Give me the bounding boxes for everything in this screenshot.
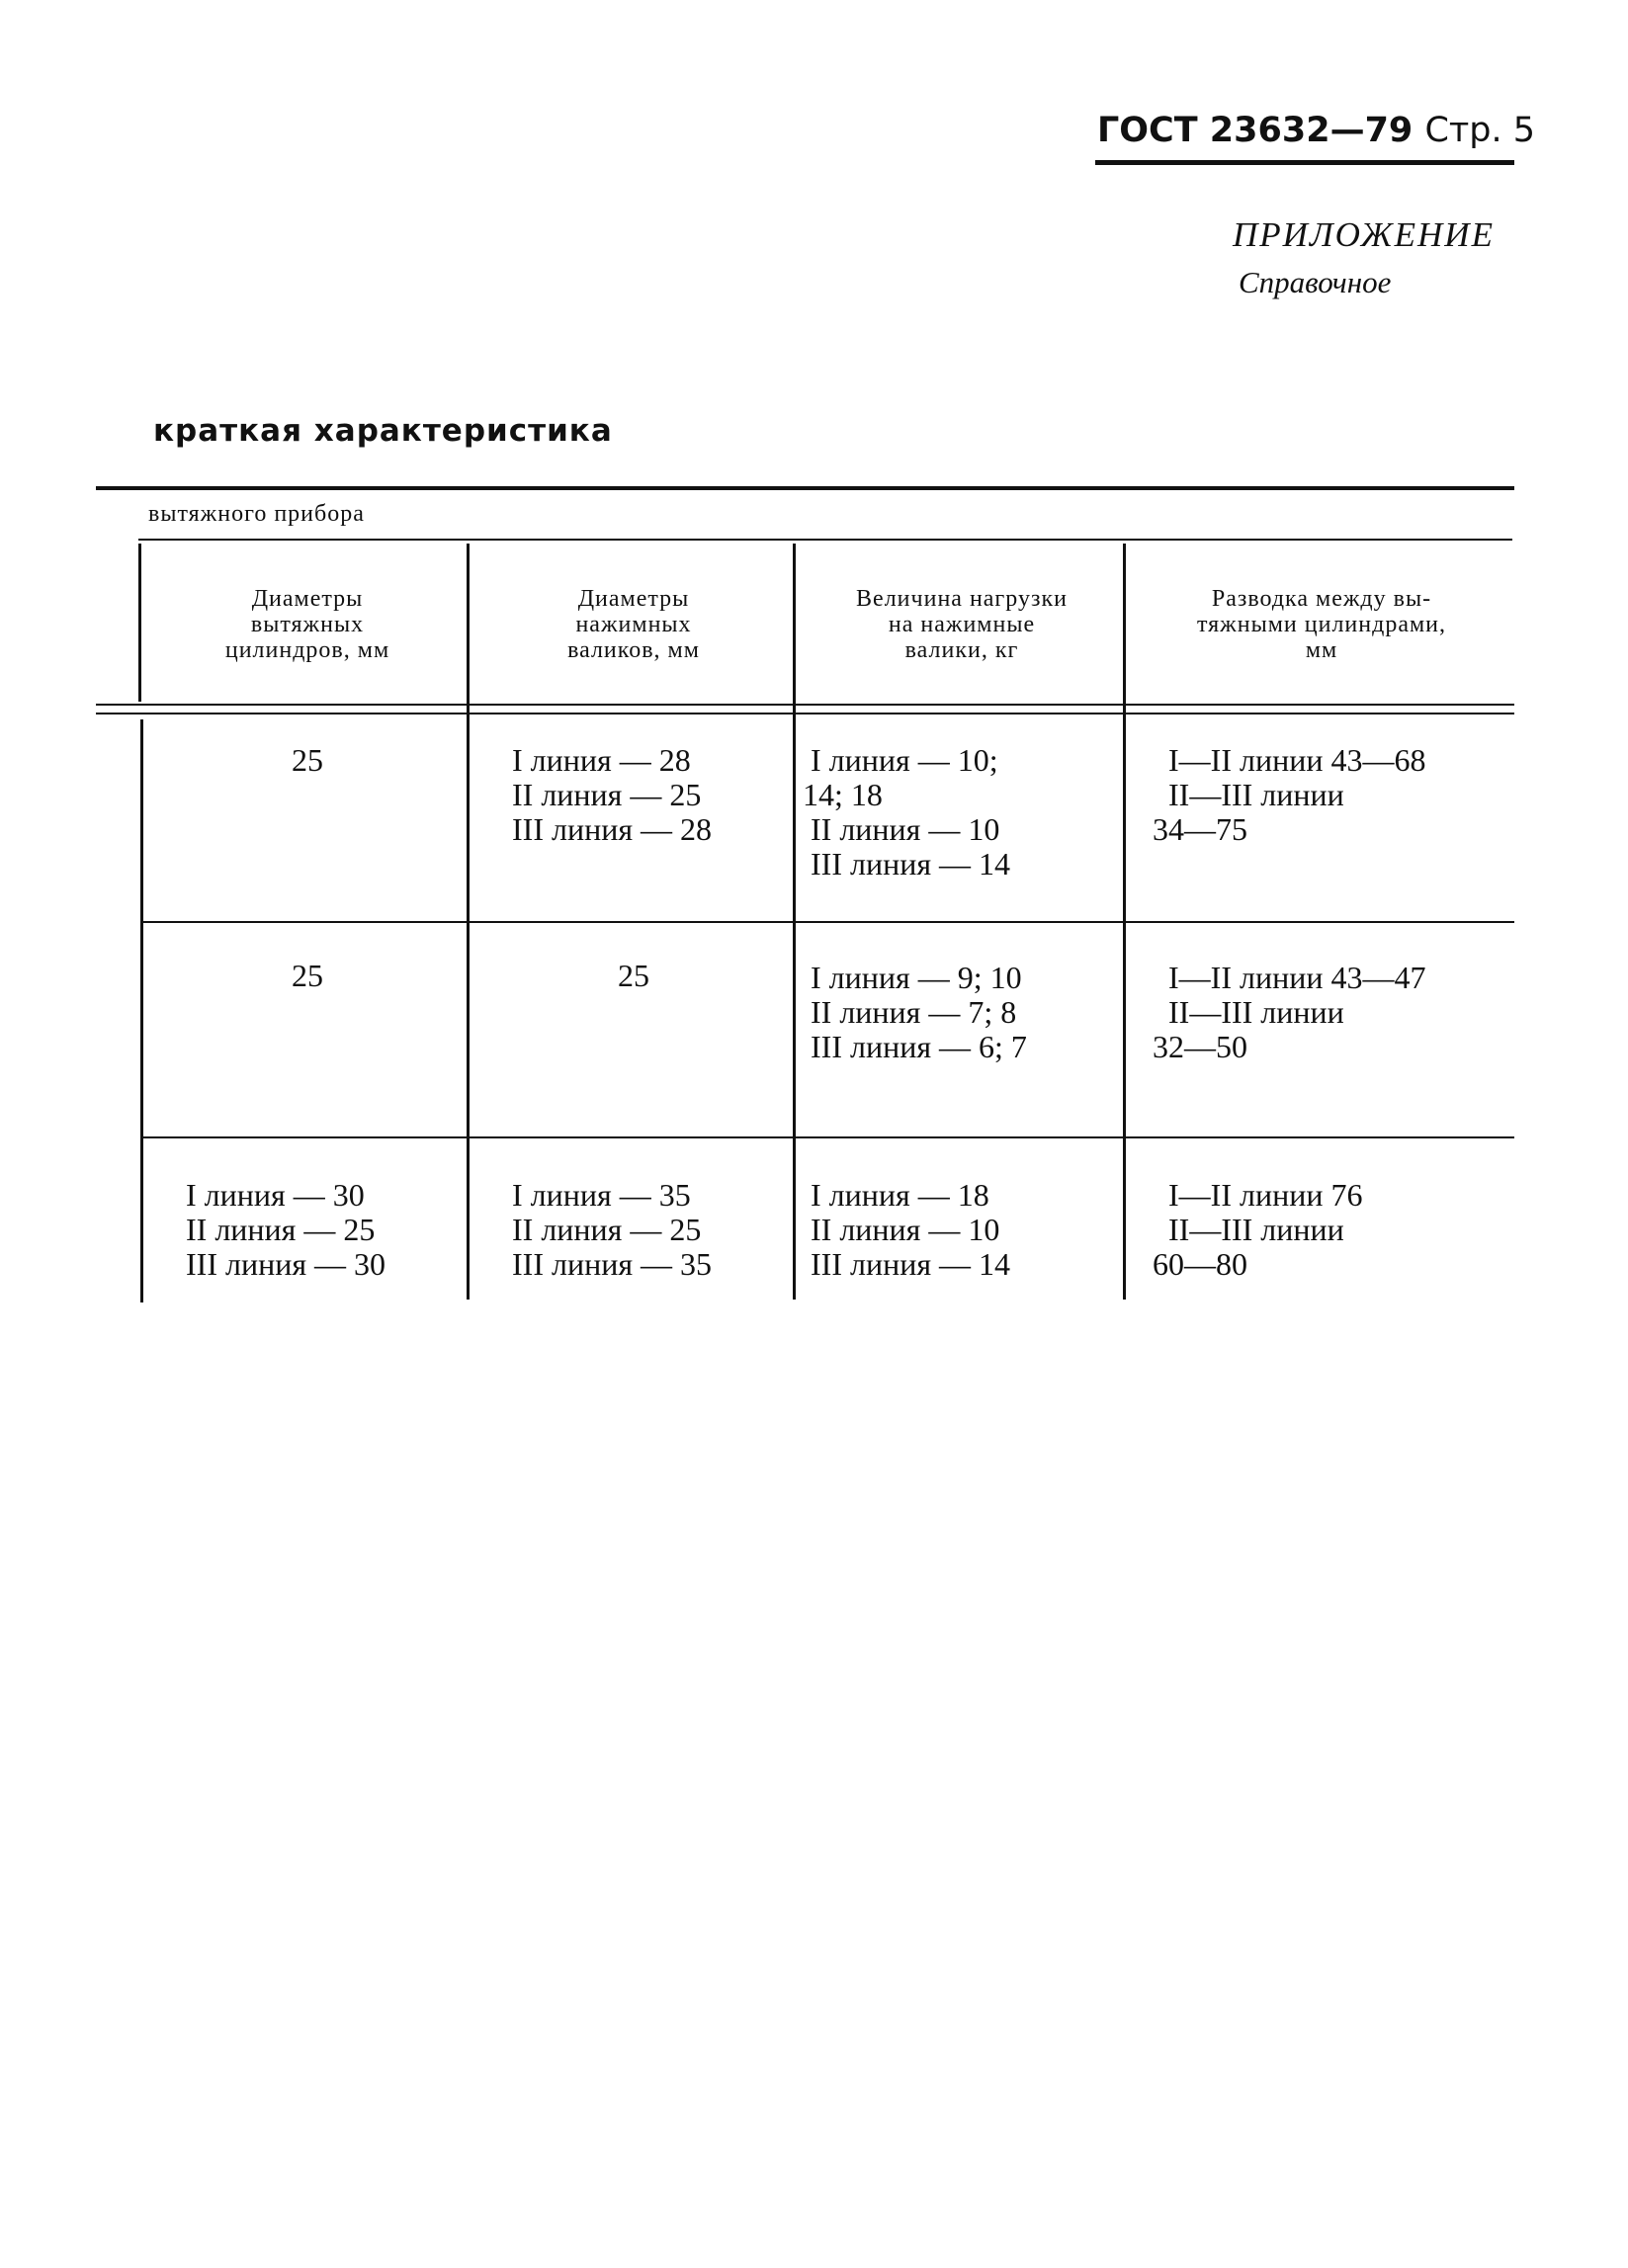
header-line: Величина нагрузки на нажимные валики, кг — [856, 586, 1068, 663]
table-left-border-body — [140, 719, 143, 1302]
table-cell: I линия — 9; 10 II линия — 7; 8 III линия — 6; 7 — [811, 960, 1027, 1064]
table-cell: I линия — 18 II линия — 10 III линия — 14 — [811, 1177, 1011, 1282]
table-caption: вытяжного прибора — [148, 501, 365, 527]
column-header-load — [801, 586, 1123, 663]
table-cell: I—II линии 43—68 II—III линии 34—75 — [1153, 742, 1426, 847]
table-cell: I линия — 28 II линия — 25 III линия — 28 — [512, 742, 713, 847]
header-bottom-rule — [96, 713, 1514, 714]
row-divider — [140, 1136, 1514, 1138]
page-number: Стр. 5 — [1424, 111, 1536, 150]
section-title: краткая характеристика — [153, 413, 613, 449]
table-top-rule — [96, 486, 1514, 490]
column-header-cylinder-diameter — [148, 586, 467, 663]
header-line: Диаметры вытяжных цилиндров, мм — [224, 586, 390, 663]
table-cell: 25 — [618, 958, 649, 993]
table-cell: I—II линии 76 II—III линии 60—80 — [1153, 1177, 1363, 1282]
standard-number: ГОСТ 23632—79 — [1097, 111, 1414, 150]
table-cell: I—II линии 43—47 II—III линии 32—50 — [1153, 960, 1426, 1064]
header-line: Разводка между вы- тяжными цилиндрами, мм — [1196, 586, 1447, 663]
table-cell: I линия — 35 II линия — 25 III линия — 35 — [512, 1177, 713, 1282]
table-cell: I линия — 10; 14; 18 II линия — 10 III линия — 14 — [803, 742, 1011, 882]
appendix-title: ПРИЛОЖЕНИЕ — [1233, 215, 1495, 254]
header-rule — [1095, 160, 1514, 165]
table-left-border-header — [138, 544, 141, 702]
column-header-spacing — [1131, 586, 1512, 663]
row-divider — [140, 921, 1514, 923]
header-line: Диаметры нажимных валиков, мм — [567, 586, 700, 663]
table-cell: I линия — 30 II линия — 25 III линия — 30 — [186, 1177, 386, 1282]
appendix-subtitle: Справочное — [1239, 265, 1392, 299]
document-header — [1097, 111, 1536, 150]
caption-rule — [138, 539, 1512, 541]
header-bottom-rule — [96, 704, 1514, 706]
table-cell: 25 — [292, 742, 323, 778]
table-cell: 25 — [292, 958, 323, 993]
column-header-roller-diameter — [474, 586, 793, 663]
